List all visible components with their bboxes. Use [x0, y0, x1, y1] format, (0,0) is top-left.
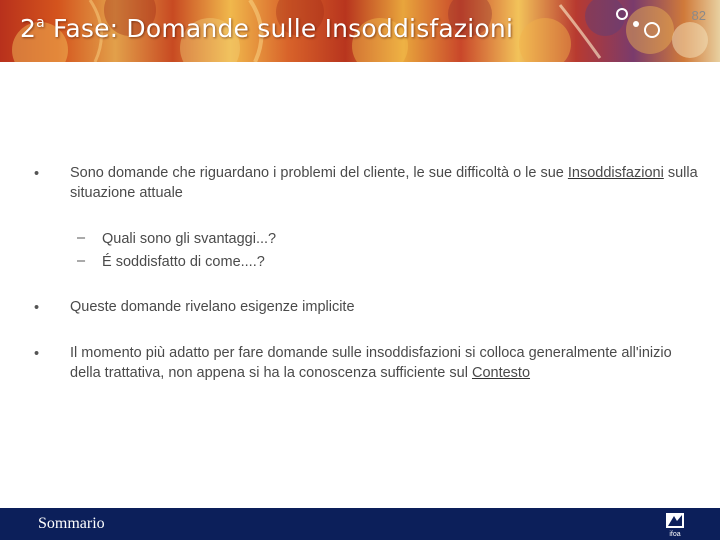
insoddisfazioni-link[interactable]: Insoddisfazioni	[567, 165, 664, 181]
bullet-text: Sono domande che riguardano i problemi del cliente, le sue difficoltà o le sue	[70, 165, 568, 181]
sub-item-marker: –	[77, 230, 86, 246]
sub-item-marker: –	[77, 253, 86, 269]
slide-title	[20, 14, 513, 43]
bullet-text: Queste domande rivelano esigenze implicite	[70, 299, 355, 315]
bullet-marker: •	[34, 300, 40, 316]
contesto-link[interactable]: Contesto	[471, 365, 531, 381]
bullet-text-insoddisfazioni	[70, 163, 700, 203]
bullet-marker: •	[34, 346, 40, 362]
sub-item-text: É soddisfatto di come....?	[102, 254, 265, 270]
bullet-marker: •	[34, 166, 40, 182]
bullet-text: sulla situazione attuale	[70, 165, 698, 201]
page-number: 82	[691, 8, 706, 23]
bullet-text-contesto	[70, 343, 700, 383]
title-main: Fase: Domande sulle Insoddisfazioni	[44, 14, 514, 43]
header-banner	[0, 0, 720, 62]
footer-bar	[0, 508, 720, 540]
title-superscript: a	[36, 15, 45, 31]
bullet-text: Il momento più adatto per fare domande sulle insoddisfazioni si colloca generalmente all'inizio della trattativa, non appena si ha la conoscenza sufficiente sul	[70, 345, 672, 381]
logo-text: ifoa	[669, 531, 681, 538]
title-prefix: 2	[20, 14, 37, 43]
sub-item-text: Quali sono gli svantaggi...?	[102, 231, 277, 247]
sommario-link[interactable]: Sommario	[38, 515, 105, 532]
ifoa-logo-icon	[664, 512, 686, 538]
